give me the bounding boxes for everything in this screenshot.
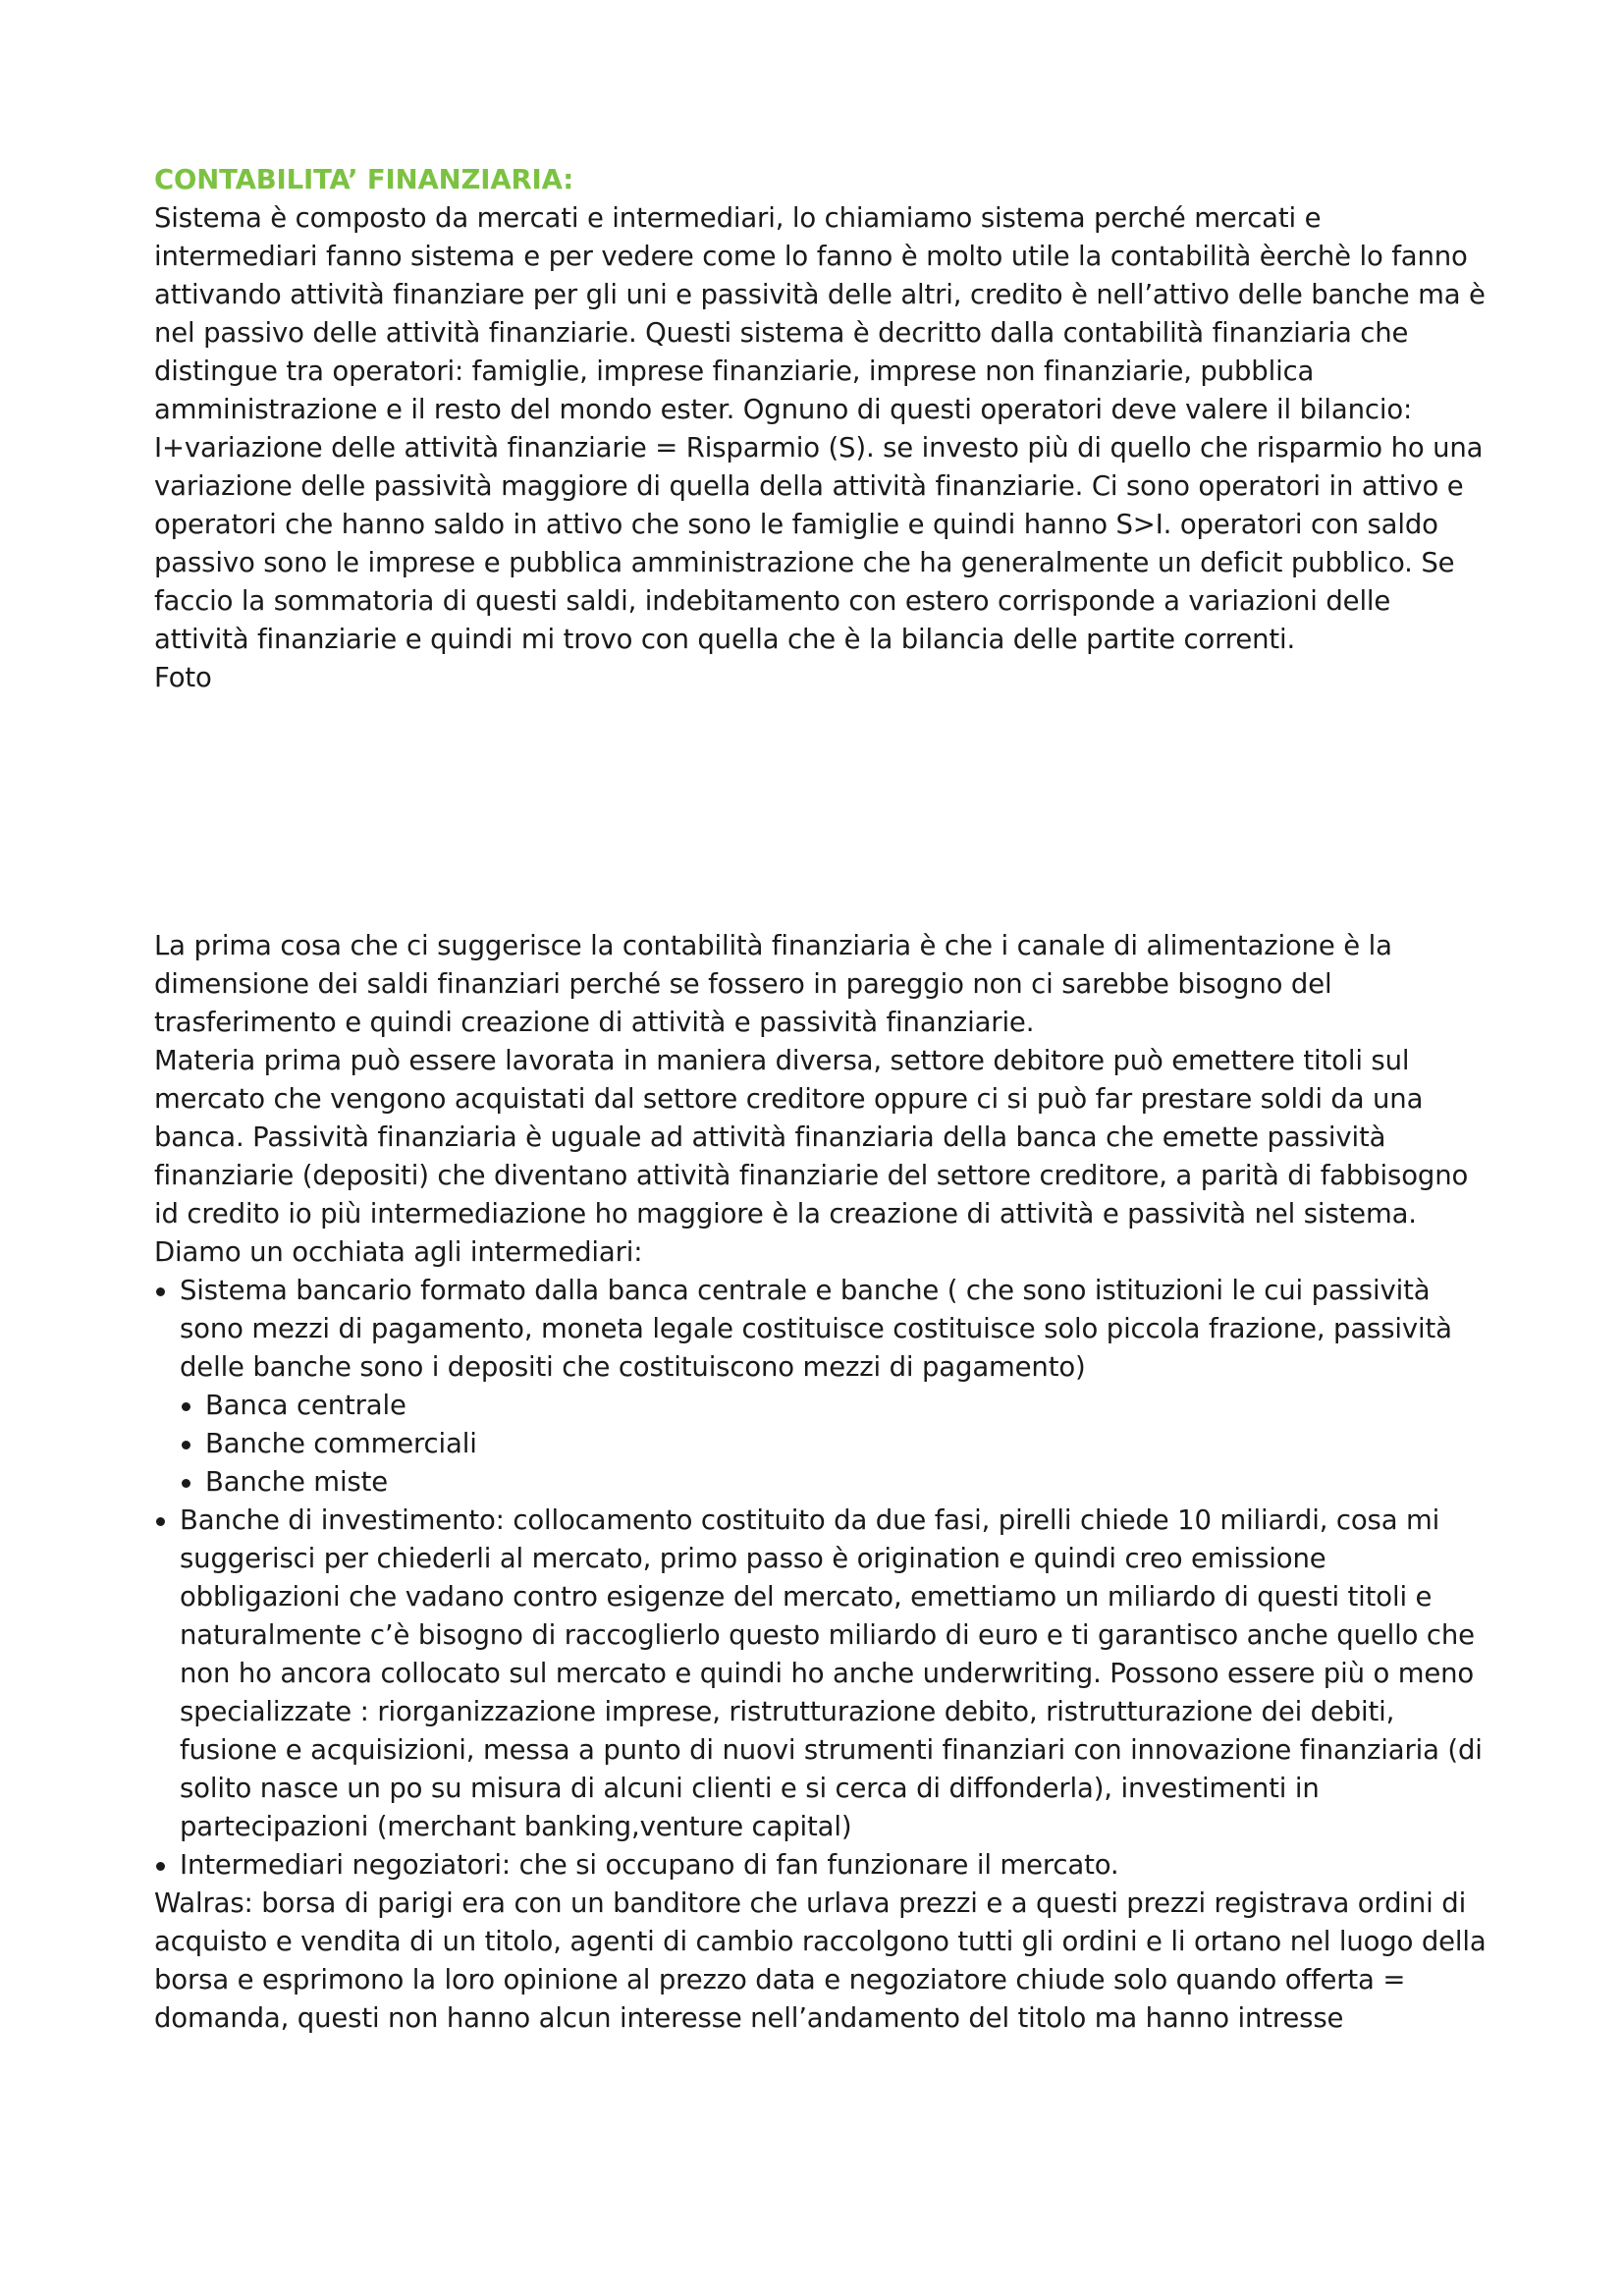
photo-placeholder-label: Foto <box>154 662 212 693</box>
paragraph: La prima cosa che ci suggerisce la contabilità finanziaria è che i canale di alimentazione è la dimensione dei saldi finanziari perché se fossero in pareggio non ci sarebbe bisogno del trasferimento e quindi creazione di attività e passività finanziarie. <box>154 930 1392 1038</box>
list-item-text: Intermediari negoziatori: che si occupano di fan funzionare il mercato. <box>180 1849 1119 1881</box>
list-item <box>154 1502 1489 1846</box>
sublist-item: Banca centrale <box>180 1387 1489 1425</box>
bank-types-sublist <box>180 1387 1489 1502</box>
document-body <box>154 161 1489 2038</box>
list-item <box>154 1272 1489 1502</box>
list-item <box>154 1846 1489 1885</box>
paragraph: Sistema è composto da mercati e intermediari, lo chiamiamo sistema perché mercati e intermediari fanno sistema e per vedere come lo fanno è molto utile la contabilità èerchè lo fanno attivando attività finanziare per gli uni e passività delle altri, credito è nell’attivo delle banche ma è nel passivo delle attività finanziarie. Questi sistema è decritto dalla contabilità finanziaria che distingue tra operatori: famiglie, imprese finanziarie, imprese non finanziarie, pubblica amministrazione e il resto del mondo ester. Ognuno di questi operatori deve valere il bilancio: I+variazione delle attività finanziarie = Risparmio (S). se investo più di quello che risparmio ho una variazione delle passività maggiore di quella della attività finanziarie. Ci sono operatori in attivo e operatori che hanno saldo in attivo che sono le famiglie e quindi hanno S>I. operatori con saldo passivo sono le imprese e pubblica amministrazione che ha generalmente un deficit pubblico. Se faccio la sommatoria di questi saldi, indebitamento con estero corrisponde a variazioni delle attività finanziarie e quindi mi trovo con quella che è la bilancia delle partite correnti. <box>154 202 1486 655</box>
sublist-item: Banche miste <box>180 1463 1489 1502</box>
section-heading: CONTABILITA’ FINANZIARIA: <box>154 164 574 195</box>
paragraph: Walras: borsa di parigi era con un banditore che urlava prezzi e a questi prezzi registrava ordini di acquisto e vendita di un titolo, agenti di cambio raccolgono tutti gli ordini e li ortano nel luogo della borsa e esprimono la loro opinione al prezzo data e negoziatore chiude solo quando offerta = domanda, questi non hanno alcun interesse nell’andamento del titolo ma hanno intresse <box>154 1887 1487 2034</box>
sublist-item: Banche commerciali <box>180 1425 1489 1463</box>
photo-space <box>154 697 1489 927</box>
paragraph: Diamo un occhiata agli intermediari: <box>154 1236 643 1268</box>
list-item-text: Banche di investimento: collocamento costituito da due fasi, pirelli chiede 10 miliardi, cosa mi suggerisci per chiederli al mercato, primo passo è origination e quindi creo emissione obbligazioni che vadano contro esigenze del mercato, emettiamo un miliardo di questi titoli e naturalmente c’è bisogno di raccoglierlo questo miliardo di euro e ti garantisco anche quello che non ho ancora collocato sul mercato e quindi ho anche underwriting. Possono essere più o meno specializzate : riorganizzazione imprese, ristrutturazione debito, ristrutturazione dei debiti, fusione e acquisizioni, messa a punto di nuovi strumenti finanziari con innovazione finanziaria (di solito nasce un po su misura di alcuni clienti e si cerca di diffonderla), investimenti in partecipazioni (merchant banking,venture capital) <box>180 1504 1483 1842</box>
list-item-text: Sistema bancario formato dalla banca centrale e banche ( che sono istituzioni le cui passività sono mezzi di pagamento, moneta legale costituisce costituisce solo piccola frazione, passività delle banche sono i depositi che costituiscono mezzi di pagamento) <box>180 1275 1452 1383</box>
paragraph: Materia prima può essere lavorata in maniera diversa, settore debitore può emettere titoli sul mercato che vengono acquistati dal settore creditore oppure ci si può far prestare soldi da una banca. Passività finanziaria è uguale ad attività finanziaria della banca che emette passività finanziarie (depositi) che diventano attività finanziarie del settore creditore, a parità di fabbisogno id credito io più intermediazione ho maggiore è la creazione di attività e passività nel sistema. <box>154 1045 1469 1230</box>
intermediaries-list <box>154 1272 1489 1885</box>
